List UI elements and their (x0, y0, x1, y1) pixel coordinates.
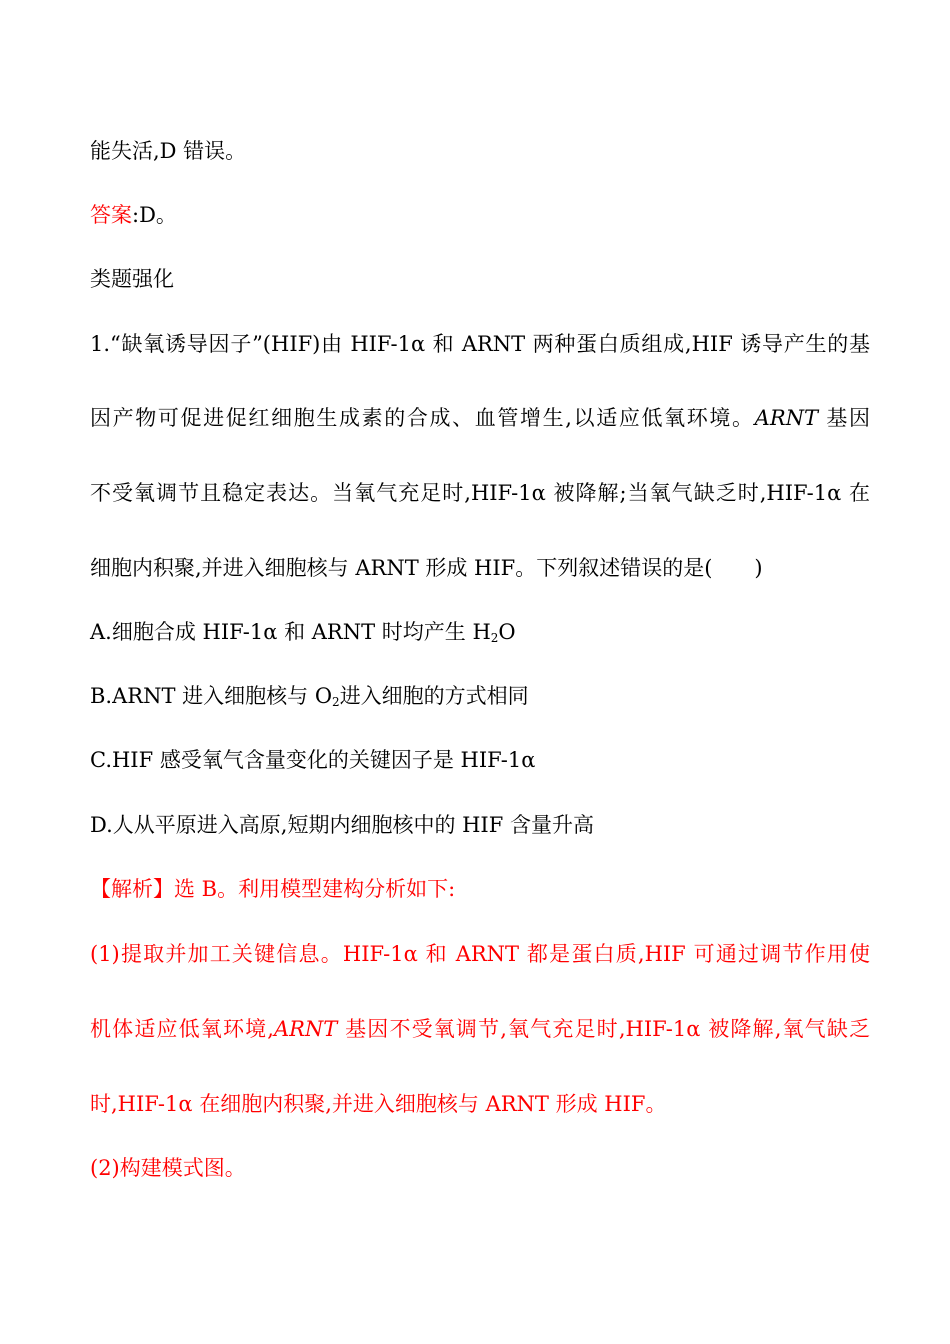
text-line-continuation: 能失活,D 错误。 (90, 139, 247, 163)
answer-line (90, 201, 870, 229)
option-a: A.细胞合成 HIF-1α 和 ARNT 时均产生 $H_2O$ (90, 620, 516, 645)
analysis-line-4: (2)构建模式图。 (90, 1156, 246, 1180)
analysis-heading: 【解析】选 B。利用模型建构分析如下: (90, 877, 456, 901)
gene-name-italic: ARNT (754, 406, 819, 430)
answer-label: 答案 (90, 203, 132, 227)
answer-value: :D。 (132, 203, 177, 227)
section-heading: 类题强化 (90, 267, 174, 291)
question-line-4: 细胞内积聚,并进入细胞核与 ARNT 形成 HIF。下列叙述错误的是( ) (90, 556, 763, 580)
analysis-line-2: 机体适应低氧环境,ARNT 基因不受氧调节,氧气充足时,HIF-1α 被降解,氧气缺乏 (90, 1017, 870, 1041)
gene-name-italic: ARNT (273, 1017, 338, 1041)
question-line-2: 因产物可促进促红细胞生成素的合成、血管增生,以适应低氧环境。ARNT 基因 (90, 406, 870, 430)
analysis-line-1: (1)提取并加工关键信息。HIF-1α 和 ARNT 都是蛋白质,HIF 可通过调节作用使 (90, 942, 870, 966)
analysis-line-3: 时,HIF-1α 在细胞内积聚,并进入细胞核与 ARNT 形成 HIF。 (90, 1092, 667, 1116)
question-line-1: 1.“缺氧诱导因子”(HIF)由 HIF-1α 和 ARNT 两种蛋白质组成,HIF 诱导产生的基 (90, 332, 870, 356)
question-line-3: 不受氧调节且稳定表达。当氧气充足时,HIF-1α 被降解;当氧气缺乏时,HIF-1α 在 (90, 481, 870, 505)
option-c: C.HIF 感受氧气含量变化的关键因子是 HIF-1α (90, 748, 536, 772)
option-d: D.人从平原进入高原,短期内细胞核中的 HIF 含量升高 (90, 813, 594, 837)
option-b: B.ARNT 进入细胞核与 $O_2$进入细胞的方式相同 (90, 684, 529, 709)
